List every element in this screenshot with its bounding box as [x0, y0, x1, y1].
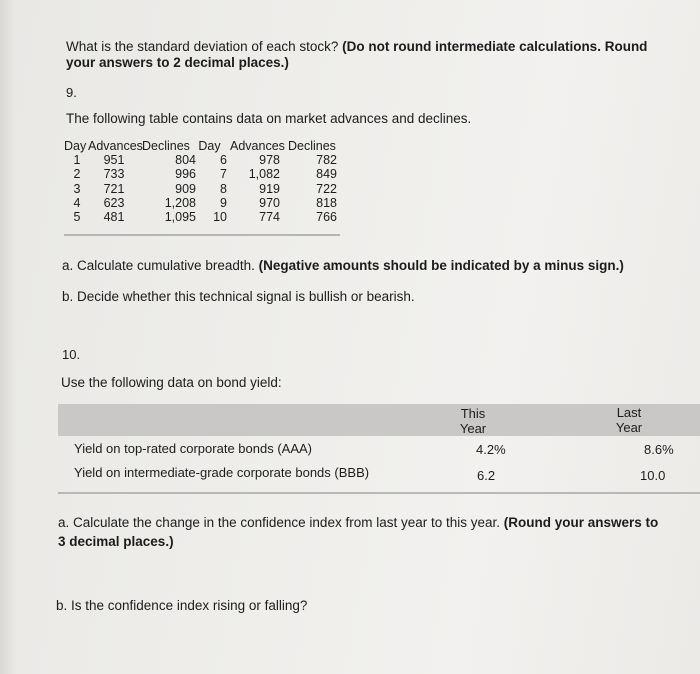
question-text: What is the standard deviation of each stock? [66, 39, 343, 54]
cell-advances-2: 970 [259, 195, 280, 210]
cell-day-2: 7 [220, 167, 227, 182]
question-instruction-cont: your answers to 2 decimal places.) [66, 55, 289, 70]
part-a-text: a. Calculate the change in the confidence index from last year to this year. [58, 515, 504, 530]
cell-declines: 996 [175, 167, 196, 182]
cell-day-2: 8 [220, 181, 227, 196]
cell-day-2: 9 [220, 195, 227, 210]
header-year: Year [459, 421, 487, 436]
table-row [64, 153, 338, 167]
bond-row-this-year-aaa: 4.2% [476, 442, 506, 457]
problem-number-10: 10. [62, 347, 81, 362]
cell-day: 3 [73, 181, 81, 196]
cell-advances: 721 [103, 181, 125, 196]
header-day-2: Day [198, 139, 221, 153]
bond-row-last-year-bbb: 10.0 [640, 468, 666, 483]
part-a-instruction: (Round your answers to [503, 515, 659, 530]
page-edge-shadow [0, 0, 16, 674]
header-year: Year [615, 420, 643, 435]
cell-declines-2: 766 [316, 210, 337, 225]
cell-declines-2: 782 [316, 153, 337, 168]
cell-declines-2: 818 [316, 195, 337, 210]
cell-day: 2 [73, 167, 81, 182]
problem-number-9: 9. [66, 85, 77, 100]
table-row [64, 182, 338, 196]
cell-advances: 481 [103, 210, 125, 225]
problem-10-part-a-cont: 3 decimal places.) [58, 534, 174, 549]
header-this: This [460, 406, 486, 421]
cell-declines: 1,095 [164, 210, 196, 225]
bond-table-header [58, 404, 700, 436]
cell-day: 4 [73, 195, 81, 210]
cell-advances: 733 [103, 167, 125, 182]
problem-10-part-b: b. Is the confidence index rising or falling? [56, 598, 308, 613]
header-this-year [448, 406, 498, 436]
header-advances: Advances [88, 139, 143, 153]
cell-day: 5 [73, 210, 81, 225]
cell-advances-2: 1,082 [248, 167, 280, 182]
cell-declines-2: 722 [316, 181, 337, 196]
part-a-instruction: (Negative amounts should be indicated by a minus sign.) [258, 258, 624, 273]
header-last: Last [616, 405, 642, 420]
problem-9-part-a [62, 258, 624, 274]
cell-advances-2: 978 [259, 153, 280, 168]
cell-declines: 1,208 [164, 195, 196, 210]
question-line-1 [66, 39, 647, 55]
cell-day: 1 [73, 153, 81, 168]
cell-day-2: 10 [213, 210, 227, 225]
problem-9-part-b: b. Decide whether this technical signal is bullish or bearish. [62, 289, 415, 304]
problem-9-intro: The following table contains data on market advances and declines. [66, 111, 472, 126]
problem-10-part-a [58, 515, 658, 531]
table-body [64, 153, 338, 224]
question-instruction: (Do not round intermediate calculations. Round [342, 39, 648, 54]
table-row [64, 196, 338, 210]
problem-10-intro: Use the following data on bond yield: [61, 375, 282, 390]
bond-row-label-bbb: Yield on intermediate-grade corporate bonds (BBB) [74, 465, 370, 480]
bond-table-bottom-rule [58, 492, 700, 494]
table-row [64, 167, 338, 181]
cell-advances: 623 [103, 195, 125, 210]
part-a-text: a. Calculate cumulative breadth. [62, 258, 259, 273]
cell-advances-2: 919 [259, 181, 280, 196]
cell-advances-2: 774 [259, 210, 280, 225]
header-day: Day [64, 139, 87, 153]
table-bottom-rule [64, 234, 340, 236]
header-last-year [604, 405, 654, 435]
market-breadth-table [64, 139, 338, 224]
cell-declines: 909 [175, 181, 196, 196]
cell-advances: 951 [103, 153, 125, 168]
cell-declines: 804 [175, 153, 196, 168]
table-row [64, 210, 338, 224]
cell-day-2: 6 [220, 153, 227, 168]
bond-row-label-aaa: Yield on top-rated corporate bonds (AAA) [74, 441, 312, 456]
header-advances-2: Advances [230, 139, 285, 153]
header-declines: Declines [142, 139, 190, 153]
header-declines-2: Declines [288, 139, 336, 153]
table-header-row [64, 139, 338, 153]
bond-row-last-year-aaa: 8.6% [644, 442, 674, 457]
cell-declines-2: 849 [316, 167, 337, 182]
bond-row-this-year-bbb: 6.2 [477, 468, 496, 483]
